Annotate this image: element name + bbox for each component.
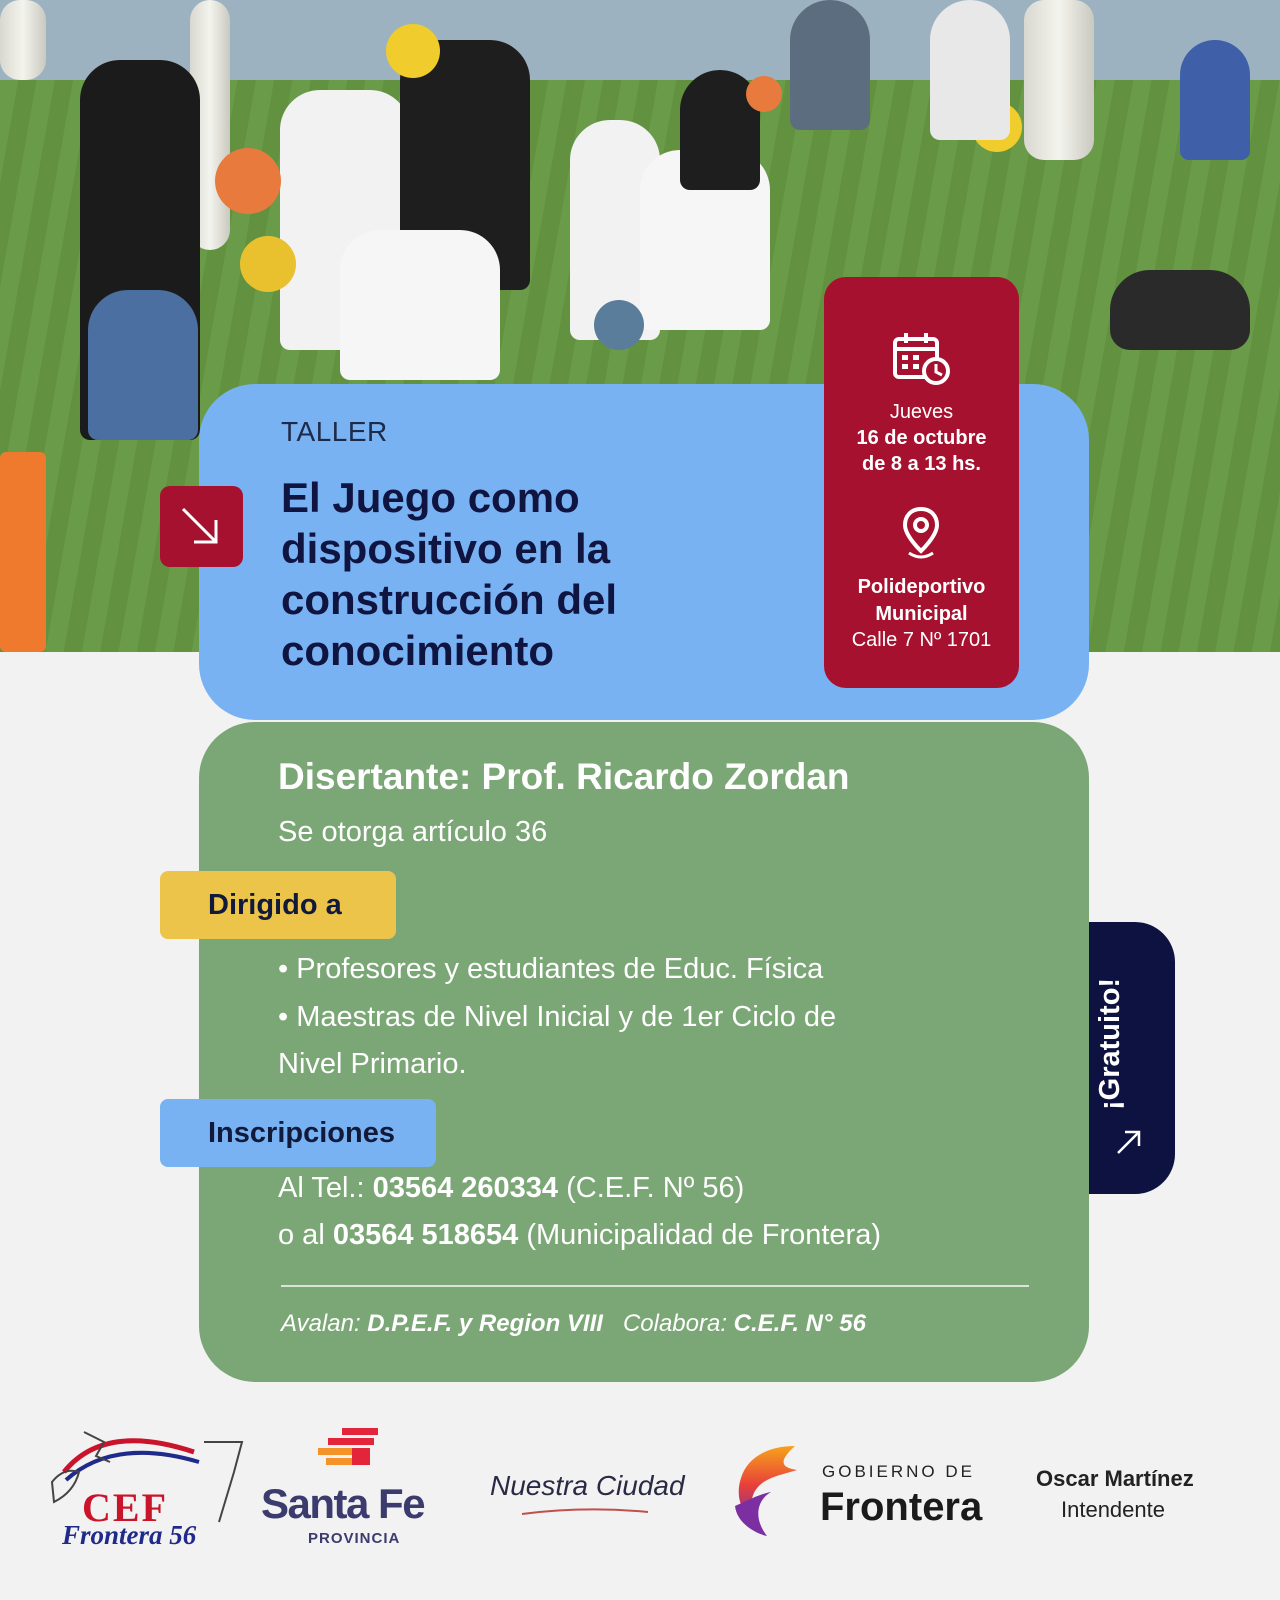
frontera-logo-top: GOBIERNO DE [822,1462,975,1481]
venue-line-1: Polideportivo [857,576,986,598]
contact-suffix: (C.E.F. Nº 56) [558,1172,745,1204]
registration-tag: Inscripciones [160,1099,436,1167]
photo-cones [0,452,46,652]
photo-child-shorts [88,290,198,440]
event-day: Jueves [889,401,954,423]
article-note: Se otorga artículo 36 [278,816,548,848]
nuestra-ciudad-logo: Nuestra Ciudad [490,1470,685,1501]
venue-address: Calle 7 Nº 1701 [851,629,992,651]
event-time: de 8 a 13 hs. [862,453,981,475]
contact-prefix: o al [278,1219,333,1251]
intendente-role: Intendente [1061,1497,1165,1522]
location-pin-icon [901,505,941,561]
contact-prefix: Al Tel.: [278,1172,373,1204]
divider [281,1285,1029,1287]
photo-bag [1110,270,1250,350]
avalan-label: Avalan: [281,1310,368,1337]
audience-item: • Maestras de Nivel Inicial y de 1er Ciclo de [278,1001,837,1033]
cef-logo-sub: Frontera 56 [62,1520,197,1550]
frontera-logo-text: Frontera [820,1485,983,1529]
cef-logo-text: CEF [82,1485,168,1530]
endorsements [281,1310,866,1338]
free-label: ¡Gratuito! [1094,977,1126,1110]
arrow-down-right-icon [178,504,224,550]
photo-child [340,230,500,380]
eyebrow-label: TALLER [281,416,388,447]
photo-ball [594,300,644,350]
photo-ball [240,236,296,292]
santafe-mark-icon [318,1426,382,1474]
venue-line-2: Municipal [875,603,968,625]
contact-line-1 [278,1172,744,1205]
photo-adult [1180,40,1250,160]
audience-tag: Dirigido a [160,871,396,939]
colabora-label: Colabora: [622,1310,734,1337]
audience-item: • Profesores y estudiantes de Educ. Física [278,953,824,985]
photo-ball [746,76,782,112]
colabora-value: C.E.F. N° 56 [733,1310,866,1337]
calendar-clock-icon [892,331,952,387]
frontera-mark-icon [727,1444,807,1540]
event-date: 16 de octubre [856,427,987,449]
phone-number[interactable]: 03564 518654 [332,1219,519,1251]
phone-number[interactable]: 03564 260334 [372,1172,559,1204]
arrow-button [160,486,243,567]
photo-ball [215,148,281,214]
photo-ball [386,24,440,78]
workshop-title: El Juego como dispositivo en la construcción del conocimiento [281,474,618,674]
photo-adult [790,0,870,130]
avalan-value: D.P.E.F. y Region VIII [367,1310,603,1337]
event-info-card [824,277,1019,688]
santafe-logo-text: Santa Fe [261,1480,425,1527]
intendente-name: Oscar Martínez [1036,1466,1194,1491]
contact-suffix: (Municipalidad de Frontera) [518,1219,881,1251]
photo-tree [0,0,46,80]
audience-item: Nivel Primario. [278,1048,467,1080]
photo-tree [1024,0,1094,160]
photo-adult [930,0,1010,140]
santafe-logo-sub: PROVINCIA [308,1530,401,1547]
contact-line-2 [278,1219,881,1252]
nuestra-ciudad-swoosh [520,1508,650,1516]
speaker: Disertante: Prof. Ricardo Zordan [278,756,850,797]
arrow-up-right-icon [1115,1128,1143,1156]
